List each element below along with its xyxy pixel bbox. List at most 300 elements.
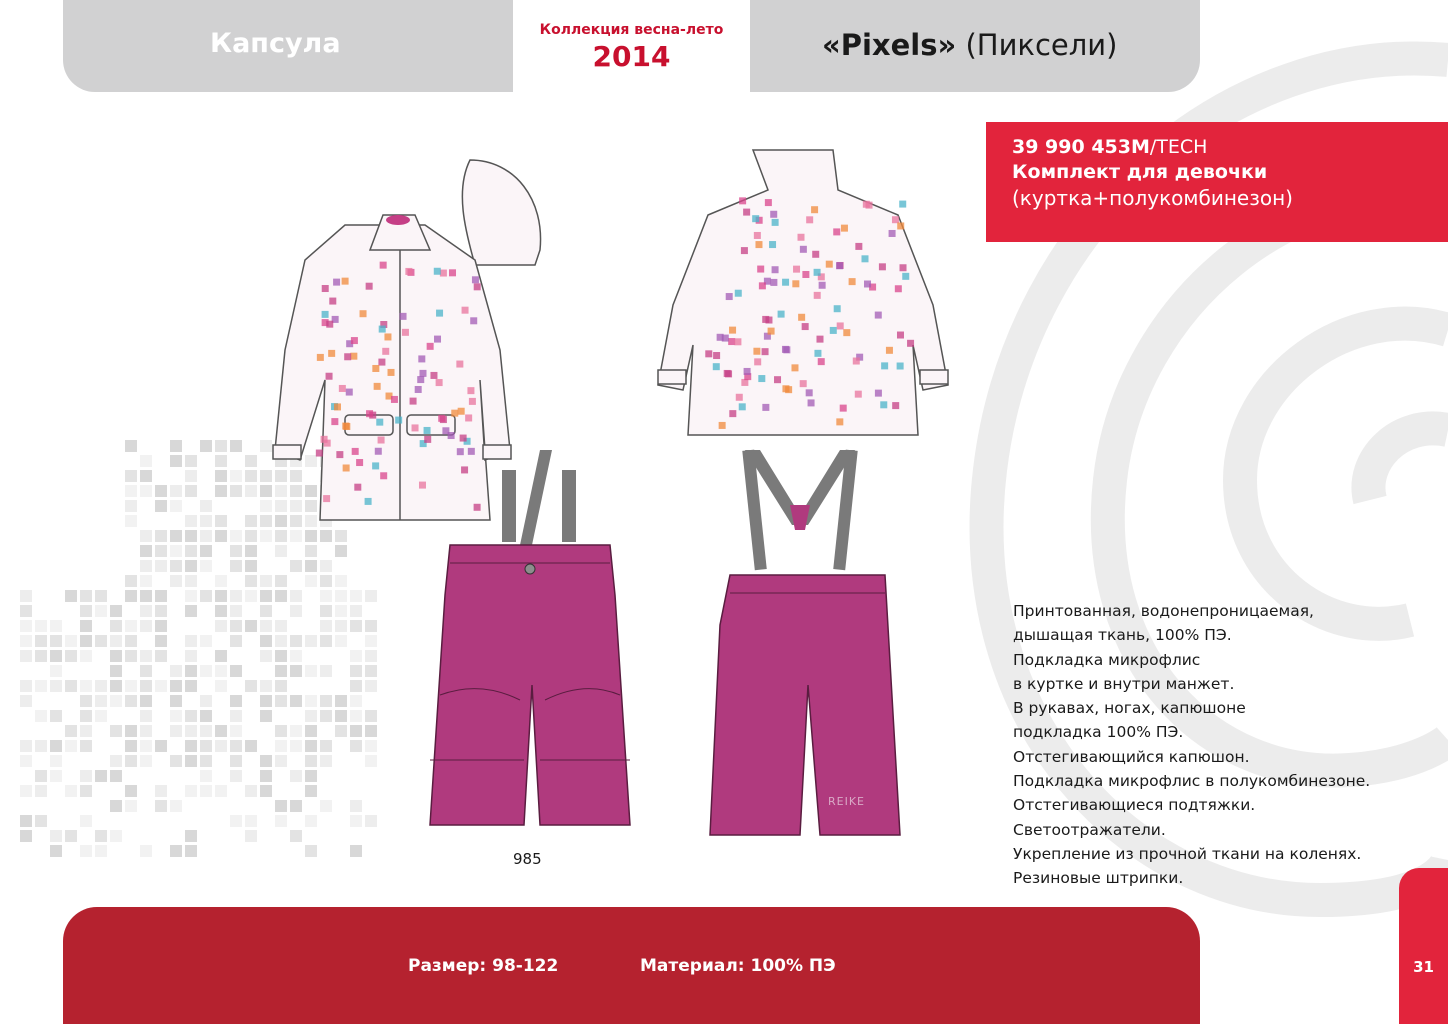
pixel-square: [155, 650, 167, 662]
pixel-square: [140, 680, 152, 692]
pixel-square: [290, 830, 302, 842]
pixel-square: [185, 635, 197, 647]
feature-line: в куртке и внутри манжет.: [1013, 674, 1235, 693]
pixel-square: [95, 680, 107, 692]
pixel-square: [215, 665, 227, 677]
print-motif: [400, 313, 407, 320]
print-motif: [814, 292, 821, 299]
pixel-square: [350, 815, 362, 827]
print-motif: [333, 279, 340, 286]
pixel-square: [50, 740, 62, 752]
pixel-square: [125, 800, 137, 812]
pixel-square: [155, 620, 167, 632]
print-motif: [729, 327, 736, 334]
print-motif: [366, 410, 373, 417]
pixel-square: [95, 845, 107, 857]
pixel-square: [305, 710, 317, 722]
pixel-square: [275, 665, 287, 677]
pixel-square: [260, 755, 272, 767]
print-motif: [342, 423, 349, 430]
print-motif: [402, 329, 409, 336]
pixel-square: [350, 845, 362, 857]
pixel-square: [215, 470, 227, 482]
pixel-square: [140, 845, 152, 857]
pixel-square: [35, 635, 47, 647]
pixel-square: [20, 605, 32, 617]
pixel-square: [185, 710, 197, 722]
pixel-square: [20, 830, 32, 842]
pixel-square: [290, 725, 302, 737]
pixel-square: [290, 605, 302, 617]
print-motif: [802, 271, 809, 278]
print-motif: [765, 199, 772, 206]
footer-bar: [63, 907, 1200, 1024]
pixel-square: [320, 560, 332, 572]
pixel-square: [125, 500, 137, 512]
product-code-rest: /TECH: [1149, 136, 1208, 158]
pixel-square: [95, 590, 107, 602]
print-motif: [456, 361, 463, 368]
pixel-square: [35, 740, 47, 752]
pixel-square: [185, 830, 197, 842]
pixel-square: [170, 710, 182, 722]
print-motif: [328, 350, 335, 357]
pixel-square: [305, 635, 317, 647]
pixel-square: [155, 680, 167, 692]
pixel-square: [305, 740, 317, 752]
pixel-square: [200, 515, 212, 527]
print-motif: [719, 422, 726, 429]
pixel-square: [110, 635, 122, 647]
print-motif: [322, 285, 329, 292]
pixel-square: [230, 695, 242, 707]
pixel-square: [155, 740, 167, 752]
pixel-square: [140, 470, 152, 482]
pixel-square: [35, 815, 47, 827]
pixel-square: [260, 695, 272, 707]
pixel-square: [170, 560, 182, 572]
feature-line: Укрепление из прочной ткани на коленях.: [1013, 844, 1362, 863]
pixel-square: [215, 785, 227, 797]
print-motif: [897, 332, 904, 339]
pixel-square: [80, 620, 92, 632]
print-motif: [427, 343, 434, 350]
print-motif: [800, 246, 807, 253]
pixel-square: [230, 815, 242, 827]
capsule-label: Капсула: [210, 28, 341, 59]
pixel-square: [365, 680, 377, 692]
pixel-square: [65, 785, 77, 797]
pixel-square: [350, 725, 362, 737]
pixel-square: [200, 560, 212, 572]
print-motif: [734, 338, 741, 345]
pixel-square: [155, 800, 167, 812]
pixel-square: [275, 680, 287, 692]
pixel-square: [290, 590, 302, 602]
print-motif: [410, 398, 417, 405]
pixel-square: [260, 770, 272, 782]
pixel-square: [95, 830, 107, 842]
print-motif: [861, 255, 868, 262]
print-motif: [818, 358, 825, 365]
pixel-square: [80, 605, 92, 617]
feature-line: Подкладка микрофлис: [1013, 650, 1201, 669]
print-motif: [772, 219, 779, 226]
capsule-name-rest: (Пиксели): [956, 28, 1118, 62]
pixel-square: [155, 500, 167, 512]
print-motif: [469, 398, 476, 405]
print-motif: [765, 317, 772, 324]
print-motif: [744, 368, 751, 375]
pixel-square: [170, 530, 182, 542]
pixel-square: [80, 635, 92, 647]
pixel-square: [290, 800, 302, 812]
print-motif: [388, 369, 395, 376]
pixel-square: [65, 590, 77, 602]
pixel-square: [140, 665, 152, 677]
print-motif: [434, 336, 441, 343]
print-motif: [339, 385, 346, 392]
pixel-square: [170, 845, 182, 857]
pixel-square: [230, 590, 242, 602]
pixel-square: [365, 665, 377, 677]
pixel-square: [50, 635, 62, 647]
print-motif: [356, 459, 363, 466]
pixel-square: [350, 740, 362, 752]
pixel-square: [185, 755, 197, 767]
print-motif: [770, 279, 777, 286]
pixel-square: [185, 740, 197, 752]
print-motif: [754, 232, 761, 239]
pixel-square: [65, 830, 77, 842]
print-motif: [430, 372, 437, 379]
print-motif: [378, 359, 385, 366]
pixel-square: [185, 590, 197, 602]
print-motif: [336, 451, 343, 458]
print-motif: [391, 396, 398, 403]
pixel-square: [125, 755, 137, 767]
print-motif: [863, 201, 870, 208]
pixel-square: [35, 620, 47, 632]
print-motif: [417, 376, 424, 383]
pixel-square: [155, 785, 167, 797]
pixel-square: [320, 605, 332, 617]
pixel-square: [215, 740, 227, 752]
pixel-square: [155, 545, 167, 557]
print-motif: [736, 394, 743, 401]
print-motif: [879, 263, 886, 270]
print-motif: [470, 317, 477, 324]
pixel-square: [230, 665, 242, 677]
pixel-square: [275, 725, 287, 737]
print-motif: [726, 293, 733, 300]
print-motif: [855, 243, 862, 250]
pixel-square: [155, 560, 167, 572]
pixel-square: [260, 680, 272, 692]
print-motif: [462, 307, 469, 314]
print-motif: [881, 362, 888, 369]
feature-line: Отстегивающиеся подтяжки.: [1013, 796, 1256, 815]
pixel-square: [275, 650, 287, 662]
print-motif: [836, 418, 843, 425]
pixel-square: [200, 500, 212, 512]
pixel-square: [170, 545, 182, 557]
print-motif: [317, 354, 324, 361]
pixel-square: [260, 785, 272, 797]
pixel-square: [230, 725, 242, 737]
pixel-square: [275, 695, 287, 707]
pixel-square: [50, 665, 62, 677]
print-motif: [853, 358, 860, 365]
print-motif: [768, 328, 775, 335]
print-motif: [705, 350, 712, 357]
feature-line: дышащая ткань, 100% ПЭ.: [1013, 626, 1232, 645]
pixel-square: [290, 560, 302, 572]
pixel-square: [50, 650, 62, 662]
pixel-square: [110, 605, 122, 617]
pixel-square: [185, 470, 197, 482]
pixel-square: [230, 635, 242, 647]
print-motif: [360, 310, 367, 317]
pixel-square: [260, 620, 272, 632]
pixel-square: [350, 605, 362, 617]
print-motif: [372, 365, 379, 372]
pixel-square: [50, 620, 62, 632]
print-motif: [424, 427, 431, 434]
pixel-square: [125, 785, 137, 797]
pixel-square: [35, 785, 47, 797]
pixel-square: [20, 695, 32, 707]
pixel-square: [170, 800, 182, 812]
print-motif: [334, 403, 341, 410]
print-motif: [757, 266, 764, 273]
print-motif: [897, 363, 904, 370]
product-info-box: [986, 122, 1448, 242]
print-motif: [713, 363, 720, 370]
pixel-square: [245, 620, 257, 632]
print-motif: [384, 333, 391, 340]
pants-back-illustration: [690, 445, 920, 845]
pixel-square: [170, 680, 182, 692]
print-motif: [811, 206, 818, 213]
print-motif: [875, 390, 882, 397]
print-motif: [380, 472, 387, 479]
print-motif: [329, 298, 336, 305]
print-motif: [812, 251, 819, 258]
pixel-square: [215, 620, 227, 632]
page-number: 31: [1413, 958, 1434, 976]
print-motif: [762, 348, 769, 355]
pixel-square: [260, 710, 272, 722]
print-motif: [816, 336, 823, 343]
feature-line: В рукавах, ногах, капюшоне: [1013, 699, 1246, 718]
pixel-square: [155, 530, 167, 542]
pixel-square: [350, 800, 362, 812]
collection-year: 2014: [592, 40, 671, 73]
pixel-square: [200, 530, 212, 542]
print-motif: [365, 498, 372, 505]
pixel-square: [65, 740, 77, 752]
print-motif: [375, 448, 382, 455]
pixel-square: [215, 530, 227, 542]
pixel-square: [230, 605, 242, 617]
print-motif: [460, 435, 467, 442]
pants-front-illustration: [420, 445, 640, 835]
pixel-square: [50, 755, 62, 767]
print-motif: [849, 278, 856, 285]
pixel-square: [320, 695, 332, 707]
pixel-square: [170, 695, 182, 707]
pixel-square: [95, 770, 107, 782]
pixel-square: [140, 590, 152, 602]
pixel-square: [200, 725, 212, 737]
print-motif: [886, 347, 893, 354]
pixel-square: [185, 725, 197, 737]
pixel-square: [335, 695, 347, 707]
print-motif: [436, 310, 443, 317]
print-motif: [791, 364, 798, 371]
pixel-square: [275, 575, 287, 587]
pixel-square: [320, 590, 332, 602]
pixel-square: [290, 635, 302, 647]
print-motif: [331, 418, 338, 425]
pixel-square: [305, 560, 317, 572]
pixel-square: [200, 440, 212, 452]
print-motif: [892, 402, 899, 409]
pixel-square: [200, 635, 212, 647]
print-motif: [782, 279, 789, 286]
pixel-square: [110, 695, 122, 707]
print-motif: [755, 241, 762, 248]
pixel-square: [215, 455, 227, 467]
pixel-square: [335, 710, 347, 722]
pixel-square: [35, 710, 47, 722]
pixel-square: [140, 710, 152, 722]
print-motif: [833, 228, 840, 235]
pixel-square: [230, 740, 242, 752]
pixel-square: [290, 770, 302, 782]
print-motif: [834, 305, 841, 312]
pixel-square: [350, 665, 362, 677]
pixel-square: [80, 710, 92, 722]
pixel-square: [80, 650, 92, 662]
pixel-square: [350, 620, 362, 632]
pixel-square: [80, 680, 92, 692]
pixel-square: [170, 485, 182, 497]
print-motif: [819, 282, 826, 289]
print-motif: [366, 283, 373, 290]
print-motif: [326, 321, 333, 328]
pixel-square: [320, 740, 332, 752]
print-motif: [782, 385, 789, 392]
pixel-square: [185, 455, 197, 467]
pixel-square: [335, 725, 347, 737]
pixel-square: [335, 605, 347, 617]
pixel-square: [170, 575, 182, 587]
pixel-square: [95, 635, 107, 647]
pixel-square: [50, 770, 62, 782]
print-motif: [899, 201, 906, 208]
pixel-square: [110, 830, 122, 842]
pixel-square: [320, 620, 332, 632]
brand-mark-on-pants: REIKE: [828, 795, 866, 808]
print-motif: [434, 268, 441, 275]
pixel-square: [65, 680, 77, 692]
print-motif: [728, 338, 735, 345]
pixel-square: [275, 635, 287, 647]
print-motif: [354, 484, 361, 491]
pixel-square: [275, 800, 287, 812]
pixel-square: [335, 575, 347, 587]
feature-line: Принтованная, водонепроницаемая,: [1013, 602, 1314, 620]
pixel-square: [365, 650, 377, 662]
print-motif: [806, 389, 813, 396]
pixel-square: [230, 755, 242, 767]
pixel-square: [215, 440, 227, 452]
print-motif: [802, 323, 809, 330]
pixel-square: [140, 740, 152, 752]
print-motif: [472, 276, 479, 283]
pixel-square: [230, 560, 242, 572]
pixel-square: [110, 665, 122, 677]
pixel-square: [65, 650, 77, 662]
pixel-square: [110, 800, 122, 812]
feature-line: Резиновые штрипки.: [1013, 869, 1184, 888]
pixel-square: [170, 455, 182, 467]
print-motif: [840, 405, 847, 412]
pixel-square: [215, 575, 227, 587]
pixel-square: [290, 740, 302, 752]
pixel-square: [305, 575, 317, 587]
capsule-name: [822, 28, 1117, 62]
pixel-square: [20, 590, 32, 602]
pixel-square: [245, 830, 257, 842]
pixel-square: [20, 635, 32, 647]
pixel-square: [140, 485, 152, 497]
pixel-square: [320, 755, 332, 767]
pixel-square: [185, 680, 197, 692]
print-motif: [798, 314, 805, 321]
pixel-square: [20, 785, 32, 797]
pixel-square: [320, 800, 332, 812]
print-motif: [419, 370, 426, 377]
pixel-square: [290, 695, 302, 707]
pixel-square: [200, 665, 212, 677]
print-motif: [808, 399, 815, 406]
pixel-square: [200, 740, 212, 752]
pixel-square: [125, 440, 137, 452]
pixel-square: [275, 755, 287, 767]
print-motif: [875, 312, 882, 319]
pixel-square: [20, 620, 32, 632]
print-motif: [322, 311, 329, 318]
feature-line: Подкладка микрофлис в полукомбинезоне.: [1013, 772, 1371, 791]
pixel-square: [245, 680, 257, 692]
pixel-square: [365, 740, 377, 752]
pixel-square: [260, 590, 272, 602]
pixel-square: [125, 515, 137, 527]
pixel-square: [320, 635, 332, 647]
pixel-square: [305, 725, 317, 737]
print-motif: [350, 353, 357, 360]
print-motif: [880, 401, 887, 408]
print-motif: [769, 241, 776, 248]
pixel-square: [155, 635, 167, 647]
pixel-square: [170, 725, 182, 737]
pixel-square: [200, 710, 212, 722]
pixel-square: [185, 845, 197, 857]
pixel-square: [260, 575, 272, 587]
